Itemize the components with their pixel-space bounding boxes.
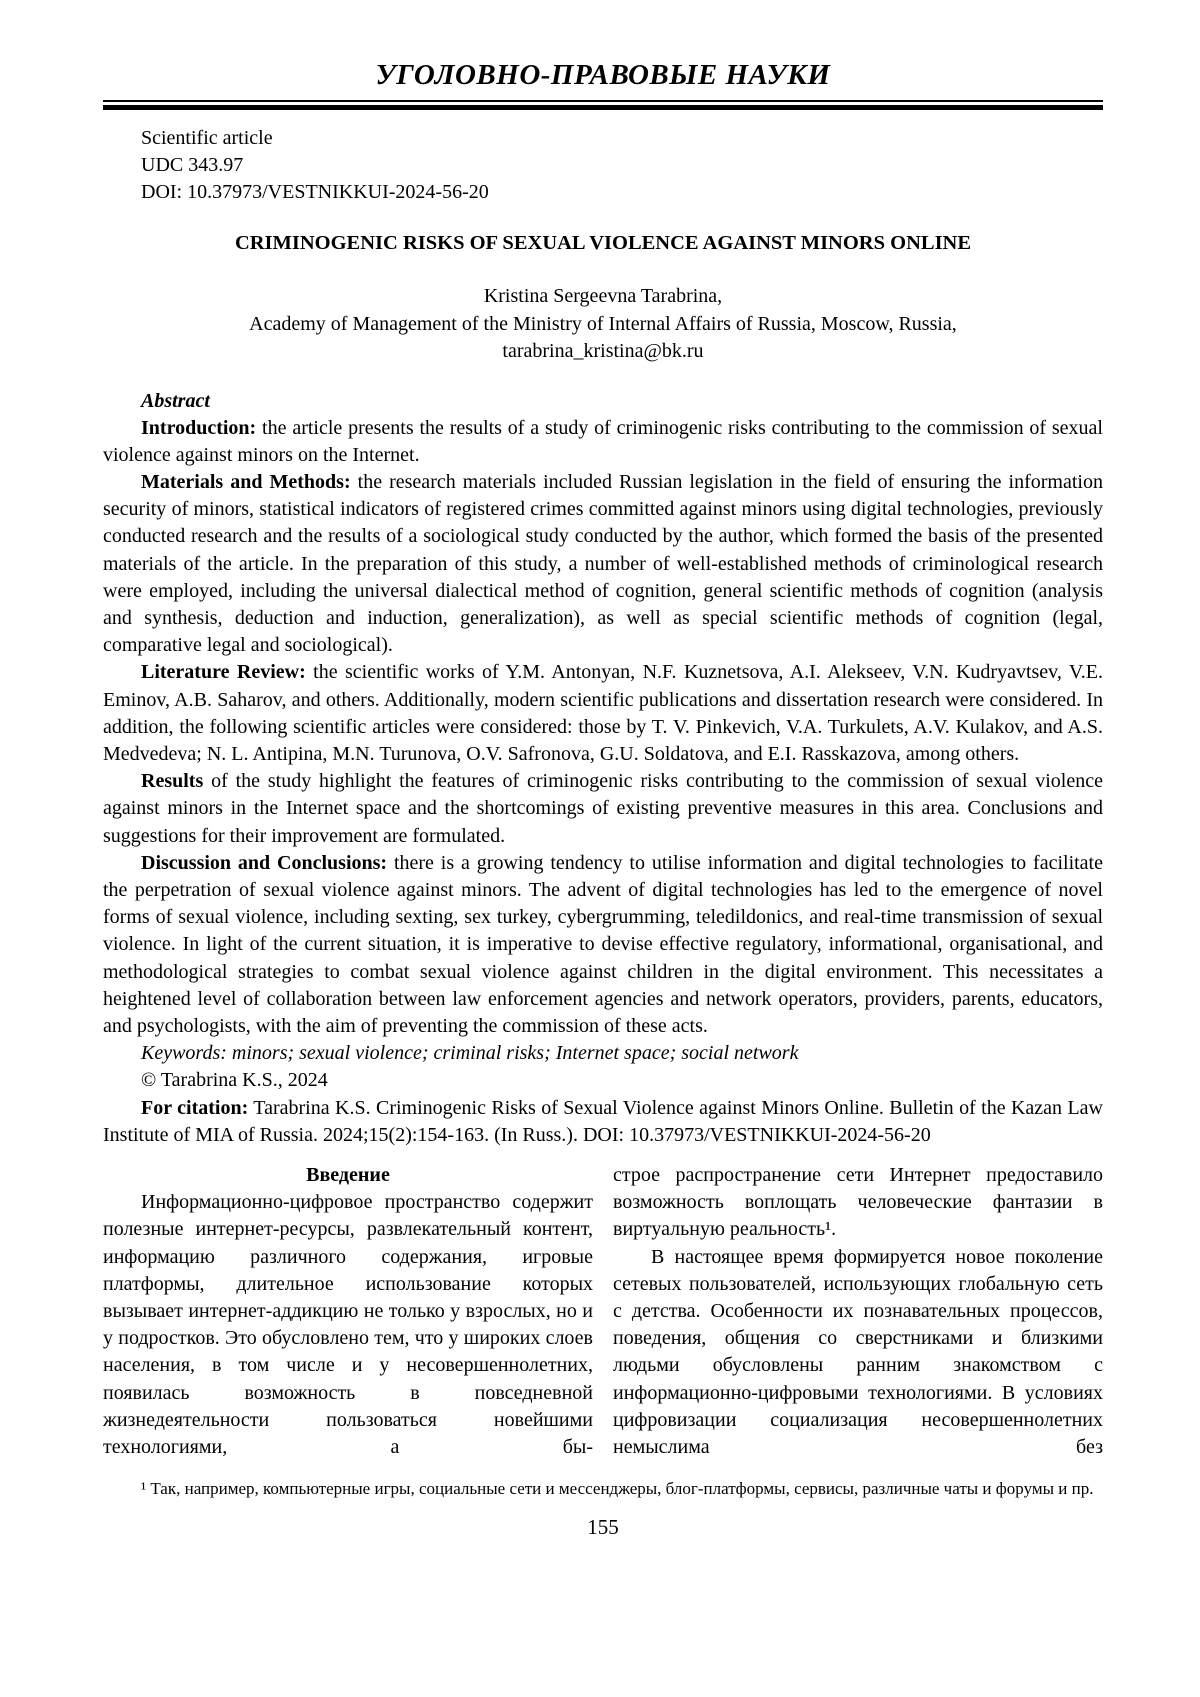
section-text: the research materials included Russian legislation in the field of ensuring the information security of minors, statistical indicators of registered crimes committed against minors using digital technologies, previously conducted research and the results of a sociological study conducted by the author, which formed the basis of the presented materials of the article. In the preparation of this study, a number of well-established methods of criminological research were employed, including the universal dialectical method of cognition, general scientific methods of cognition (analysis and synthesis, deduction and induction, generalization), as well as special scientific methods of cognition (legal, comparative legal and sociological). — [103, 470, 1103, 657]
author-name: Kristina Sergeevna Tarabrina, — [483, 285, 723, 307]
section-text: of the study highlight the features of criminogenic risks contributing to the commission of sexual violence against minors in the Internet space and the shortcomings of existing preventive measures in this area. Conclusions and suggestions for their improvement are formulated. — [103, 770, 1103, 847]
left-column — [103, 1162, 593, 1461]
introduction-heading: Введение — [306, 1163, 390, 1186]
author-email: tarabrina_kristina@bk.ru — [502, 340, 704, 362]
abstract-paragraph-materials — [103, 469, 1103, 659]
section-label: Results — [141, 770, 204, 793]
abstract-paragraph-introduction — [103, 415, 1103, 469]
header-divider — [103, 100, 1103, 110]
copyright-line: © Tarabrina K.S., 2024 — [141, 1069, 328, 1092]
section-label: Introduction: — [141, 416, 257, 439]
citation-text: Tarabrina K.S. Criminogenic Risks of Sexual Violence against Minors Online. Bulletin of the Kazan Law Institute of MIA of Russia. 2024;15(2):154-163. (In Russ.). DOI: 10.37973/VESTNIKKUI-2024-56-20 — [103, 1096, 1103, 1146]
running-title: УГОЛОВНО-ПРАВОВЫЕ НАУКИ — [375, 59, 831, 91]
article-meta — [103, 125, 1103, 206]
abstract-heading: Abstract — [141, 389, 210, 412]
doi-number: DOI: 10.37973/VESTNIKKUI-2024-56-20 — [141, 181, 489, 203]
two-column-section — [103, 1162, 1103, 1461]
author-affiliation: Academy of Management of the Ministry of Internal Affairs of Russia, Moscow, Russia, — [249, 312, 957, 335]
citation-label: For citation: — [141, 1096, 249, 1119]
section-label: Discussion and Conclusions: — [141, 851, 388, 874]
abstract-paragraph-literature — [103, 659, 1103, 768]
section-text: there is a growing tendency to utilise information and digital technologies to facilitate the perpetration of sexual violence against minors. The advent of digital technologies has led to the emergence of novel forms of sexual violence, including sexting, sex turkey, cybergrumming, teledildonics, and real-time transmission of sexual violence. In light of the current situation, it is imperative to devise effective regulatory, informational, organisational, and methodological strategies to combat sexual violence against children in the digital environment. This necessitates a heightened level of collaboration between law enforcement agencies and network operators, providers, parents, educators, and psychologists, with the aim of preventing the commission of these acts. — [103, 851, 1103, 1037]
citation-paragraph — [103, 1095, 1103, 1149]
udc-number: UDC 343.97 — [141, 154, 244, 176]
section-label: Materials and Methods: — [141, 470, 351, 493]
abstract-paragraph-discussion — [103, 850, 1103, 1040]
article-type: Scientific article — [141, 127, 273, 149]
section-label: Literature Review: — [141, 661, 306, 684]
section-text: the scientific works of Y.M. Antonyan, N.F. Kuznetsova, A.I. Alekseev, V.N. Kudryavtsev, V.E. Eminov, A.B. Saharov, and others. Additionally, modern scientific publications and dissertation research were considered. In addition, the following scientific articles were considered: those by T. V. Pinkevich, V.A. Turkulets, A.V. Kulakov, and A.S. Medvedeva; N. L. Antipina, M.N. Turunova, O.V. Safronova, G.U. Soldatova, and E.I. Rasskazova, among others. — [103, 661, 1104, 765]
footnote: ¹ Так, например, компьютерные игры, социальные сети и мессенджеры, блог-платформы, сервисы, различные чаты и форумы и пр. — [141, 1479, 1094, 1499]
right-column-paragraph-1: строе распространение сети Интернет предоставило возможность воплощать человеческие фантазии в виртуальную реальность¹. — [613, 1163, 1103, 1241]
page-number: 155 — [587, 1515, 619, 1540]
abstract-paragraph-results — [103, 768, 1103, 850]
author-block — [103, 283, 1103, 366]
keywords-line: Keywords: minors; sexual violence; criminal risks; Internet space; social network — [141, 1042, 799, 1065]
right-column — [613, 1162, 1103, 1461]
article-title: CRIMINOGENIC RISKS OF SEXUAL VIOLENCE AGAINST MINORS ONLINE — [234, 232, 972, 254]
section-text: the article presents the results of a study of criminogenic risks contributing to the commission of sexual violence against minors on the Internet. — [103, 416, 1103, 466]
right-column-paragraph-2: В настоящее время формируется новое поколение сетевых пользователей, использующих глобальную сеть с детства. Особенности их познавательных процессов, поведения, общения со сверстниками и близкими людьми обусловлены ранним знакомством с информационно-цифровыми технологиями. В условиях цифровизации социализация несовершеннолетних немыслима без — [613, 1245, 1103, 1459]
left-column-paragraph: Информационно-цифровое пространство содержит полезные интернет-ресурсы, развлекательный контент, информацию различного содержания, игровые платформы, длительное использование которых вызывает интернет-аддикцию не только у взрослых, но и у подростков. Это обусловлено тем, что у широких слоев населения, в том числе и у несовершеннолетних, появилась возможность в повседневной жизнедеятельности пользоваться новейшими технологиями, а бы- — [103, 1191, 593, 1459]
